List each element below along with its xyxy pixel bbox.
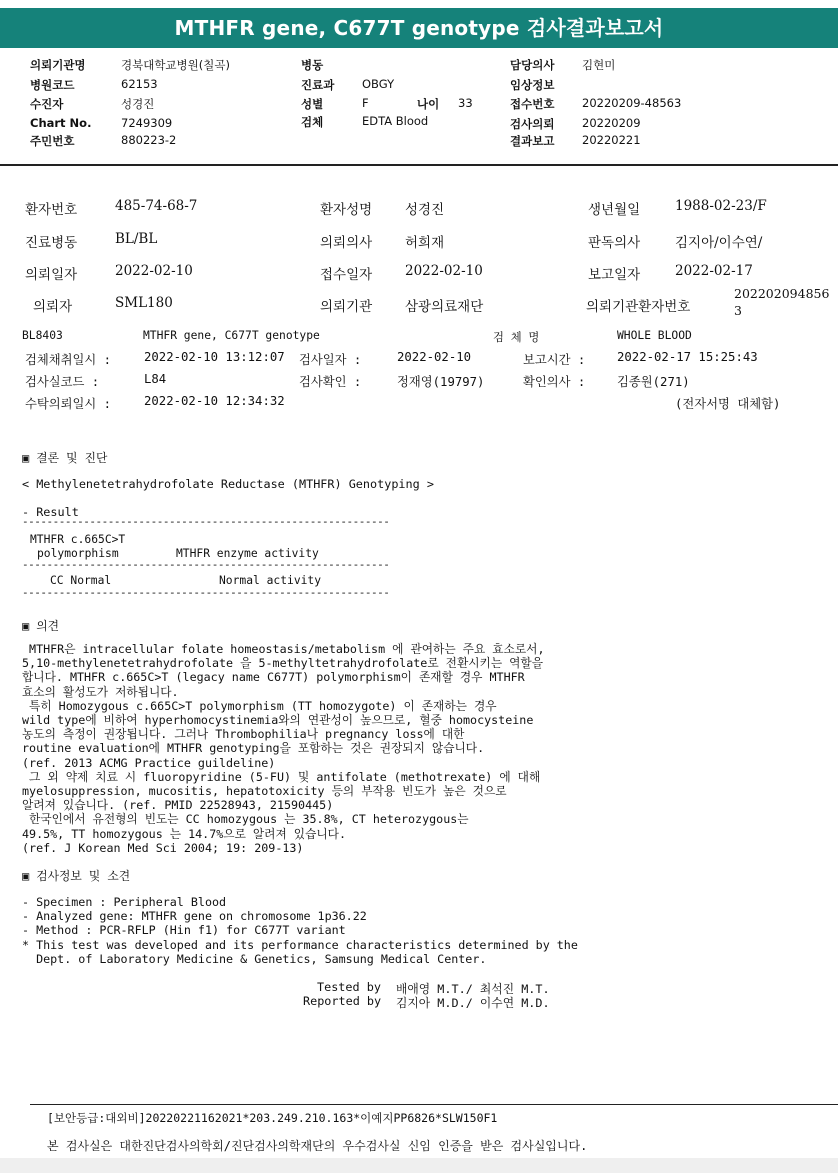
esign-note: (전자서명 대체함) xyxy=(675,397,781,411)
conclusion-heading: ▣ 결론 및 진단 xyxy=(22,451,108,465)
specimen-label: 검체 xyxy=(301,115,324,129)
rep-date-label: 보고일자 xyxy=(588,267,641,283)
request-value: 20220209 xyxy=(582,116,641,130)
conclusion-subtitle: < Methylenetetrahydrofolate Reductase (MTHFR) Genotyping > xyxy=(22,477,434,491)
labcode-label: 검사실코드 : xyxy=(25,375,100,389)
recv-date-value: 2022-02-10 xyxy=(405,263,483,279)
req-patient-no-line2: 3 xyxy=(734,303,742,318)
recipient-value: 성경진 xyxy=(121,97,155,111)
ward-row-value: BL/BL xyxy=(115,231,158,247)
result-activity: Normal activity xyxy=(219,574,322,587)
age-value: 33 xyxy=(458,96,473,110)
chart-no-label: Chart No. xyxy=(30,116,92,130)
collect-label: 검체채취일시 : xyxy=(25,353,112,367)
sex-label: 성별 xyxy=(301,97,324,111)
age-label: 나이 xyxy=(417,97,440,111)
receipt-label: 접수번호 xyxy=(510,97,555,111)
info-text: - Specimen : Peripheral Blood - Analyzed gene: MTHFR gene on chromosome 1p36.22 - Method : PCR-RFLP (Hin f1) for C677T variant * This test was developed and its performance characteristics determined by the Dept. of Laboratory Medicine & Genetics, Samsung Medical Center. xyxy=(22,895,578,966)
req-inst-value: 삼광의료재단 xyxy=(405,299,484,315)
result-divider-mid: ------------------------------------------------------------ xyxy=(22,558,390,571)
testdate-value: 2022-02-10 xyxy=(397,350,472,364)
recipient-label: 수진자 xyxy=(30,97,64,111)
ward-row-label: 진료병동 xyxy=(25,235,78,251)
institution-value: 경북대학교병원(칠곡) xyxy=(121,58,230,72)
patient-id-label: 환자번호 xyxy=(25,202,78,218)
req-patient-no-label: 의뢰기관환자번호 xyxy=(586,299,691,315)
testdate-label: 검사일자 : xyxy=(299,353,362,367)
test-specimen-value: WHOLE BLOOD xyxy=(617,329,692,342)
confirm-doctor-label: 확인의사 : xyxy=(523,375,586,389)
tested-by-value: 배애영 M.T./ 최석진 M.T. xyxy=(396,982,550,996)
collect-value: 2022-02-10 13:12:07 xyxy=(144,350,285,364)
result-col2-header: MTHFR enzyme activity xyxy=(176,547,319,560)
labcode-value: L84 xyxy=(144,372,167,386)
test-specimen-label: 검 체 명 xyxy=(493,331,540,344)
request-label: 검사의뢰 xyxy=(510,117,555,131)
footer-band xyxy=(0,1158,838,1173)
test-name: MTHFR gene, C677T genotype xyxy=(143,329,320,342)
opinion-text: MTHFR은 intracellular folate homeostasis/metabolism 에 관여하는 주요 효소로서, 5,10-methylenetetrahydrofolate 을 5-methyltetrahydrofolate로 전환시키는 역할을 합니다. MTHFR c.665C>T (legacy name C677T) polymorphism이 존재할 경우 MTHFR 효소의 활성도가 저하됩니다. 특히 Homozygous c.665C>T polymorphism (TT homozygote) 이 존재하는 경우 wild type에 비하여 hyperhomocystinemia와의 연관성이 높으므로, 혈중 homocysteine 농도의 측정이 권장됩니다. 그러나 Thrombophilia나 pregnancy loss에 대한 routine evaluation에 MTHFR genotyping을 포함하는 것은 권장되지 않습니다. (ref. 2013 ACMG Practice guildeline) 그 외 약제 치료 시 fluoropyridine (5-FU) 및 antifolate (methotrexate) 에 대해 myelosuppression, mucositis, hepatotoxicity 등의 부작용 빈도가 높은 것으로 알려져 있습니다. (ref. PMID 22528943, 21590445) 한국인에서 유전형의 빈도는 CC homozygous 는 35.8%, CT heterozygous는 49.5%, TT homozygous 는 14.7%으로 알려져 있습니다. (ref. J Korean Med Sci 2004; 19: 209-13) xyxy=(22,642,545,855)
security-line: [보안등급:대외비]20220221162021*203.249.210.163*이예지PP6826*SLW150F1 xyxy=(47,1111,498,1125)
reported-by-label: Reported by xyxy=(303,994,382,1008)
reader-value: 김지아/이수연/ xyxy=(675,235,763,251)
confirm-value: 정재영(19797) xyxy=(397,375,485,389)
id-no-value: 880223-2 xyxy=(121,133,177,147)
result-col1-line1: MTHFR c.665C>T xyxy=(30,533,126,546)
rep-date-value: 2022-02-17 xyxy=(675,263,753,279)
opinion-heading: ▣ 의견 xyxy=(22,619,59,633)
result-genotype: CC Normal xyxy=(50,574,112,587)
dept-label: 진료과 xyxy=(301,78,335,92)
outside-value: 2022-02-10 12:34:32 xyxy=(144,394,285,408)
reported-by-value: 김지아 M.D./ 이수연 M.D. xyxy=(396,996,550,1010)
req-patient-no-line1: 202202094856 xyxy=(734,286,830,301)
specimen-value: EDTA Blood xyxy=(362,114,429,128)
result-col1-line2: polymorphism xyxy=(37,547,119,560)
chart-no-value: 7249309 xyxy=(121,116,173,130)
hospital-code-label: 병원코드 xyxy=(30,78,75,92)
req-date-value: 2022-02-10 xyxy=(115,263,193,279)
dob-value: 1988-02-23/F xyxy=(675,198,767,214)
req-doctor-label: 의뢰의사 xyxy=(320,235,373,251)
report-header xyxy=(0,48,838,166)
report-title: MTHFR gene, C677T genotype 검사결과보고서 xyxy=(0,8,838,48)
reporttime-value: 2022-02-17 15:25:43 xyxy=(617,350,758,364)
confirm-label: 검사확인 : xyxy=(299,375,362,389)
hospital-code-value: 62153 xyxy=(121,77,158,91)
info-heading: ▣ 검사정보 및 소견 xyxy=(22,869,131,883)
result-divider-top: ------------------------------------------------------------ xyxy=(22,515,390,528)
outside-label: 수탁의뢰일시 : xyxy=(25,397,112,411)
clinical-label: 임상정보 xyxy=(510,78,555,92)
id-no-label: 주민번호 xyxy=(30,134,75,148)
requester-label: 의뢰자 xyxy=(33,299,73,315)
receipt-value: 20220209-48563 xyxy=(582,96,682,110)
footer-divider xyxy=(30,1104,838,1105)
req-date-label: 의뢰일자 xyxy=(25,267,78,283)
req-inst-label: 의뢰기관 xyxy=(320,299,373,315)
ward-label: 병동 xyxy=(301,58,324,72)
patient-name-value: 성경진 xyxy=(405,202,445,218)
confirm-doctor-value: 김종원(271) xyxy=(617,375,690,389)
req-doctor-value: 허희재 xyxy=(405,235,445,251)
reader-label: 판독의사 xyxy=(588,235,641,251)
tested-by-label: Tested by xyxy=(317,980,381,994)
doctor-value: 김현미 xyxy=(582,58,616,72)
institution-label: 의뢰기관명 xyxy=(30,58,86,72)
result-divider-bottom: ------------------------------------------------------------ xyxy=(22,586,390,599)
requester-value: SML180 xyxy=(115,295,173,311)
report-value: 20220221 xyxy=(582,133,641,147)
report-label: 결과보고 xyxy=(510,134,555,148)
dob-label: 생년월일 xyxy=(588,202,641,218)
reporttime-label: 보고시간 : xyxy=(523,353,586,367)
sex-value: F xyxy=(362,96,369,110)
dept-value: OBGY xyxy=(362,77,395,91)
test-code: BL8403 xyxy=(22,329,63,342)
certification-line: 본 검사실은 대한진단검사의학회/진단검사의학재단의 우수검사실 신임 인증을 받은 검사실입니다. xyxy=(47,1139,588,1153)
doctor-label: 담당의사 xyxy=(510,58,555,72)
patient-name-label: 환자성명 xyxy=(320,202,373,218)
result-label: - Result xyxy=(22,505,79,519)
recv-date-label: 접수일자 xyxy=(320,267,373,283)
patient-id-value: 485-74-68-7 xyxy=(115,198,198,214)
